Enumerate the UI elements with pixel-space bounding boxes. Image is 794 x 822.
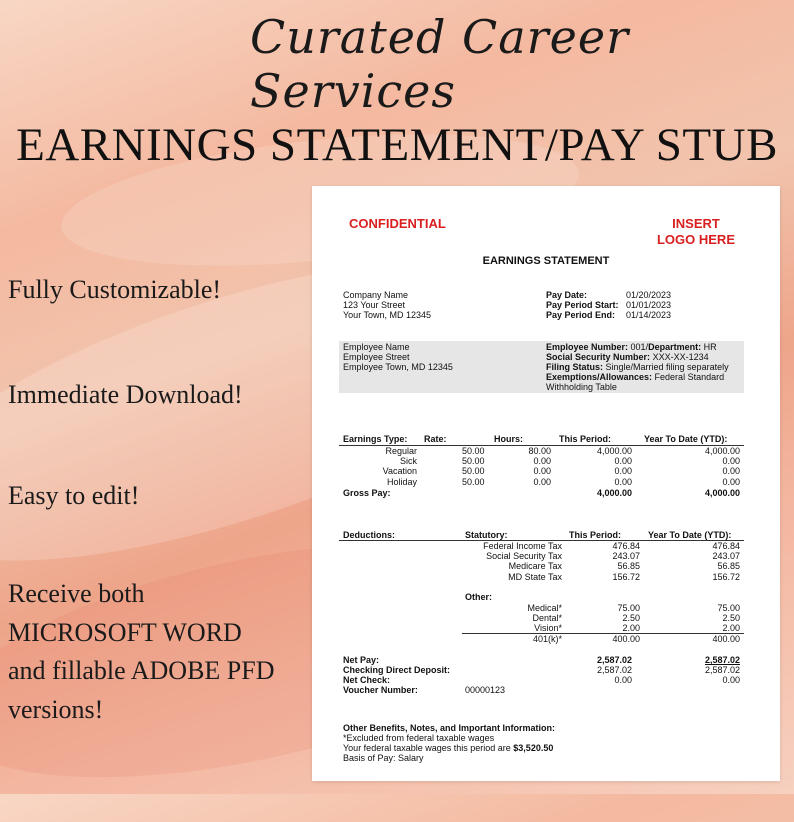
headline: EARNINGS STATEMENT/PAY STUB <box>16 119 778 171</box>
hours-cell: 0.00 <box>533 466 551 477</box>
net-pay-ytd: 2,587.02 <box>704 655 740 665</box>
feature-word: MICROSOFT WORD <box>8 618 242 647</box>
logo-placeholder-line2: LOGO HERE <box>656 232 735 247</box>
earnings-type-cell: Vacation <box>382 466 417 477</box>
pay-period-start-label: Pay Period Start: <box>546 300 619 310</box>
other-name-cell: Dental* <box>532 613 562 624</box>
logo-placeholder-line1: INSERT <box>672 216 720 231</box>
exemptions-line: Exemptions/Allowances: Federal Standard <box>546 372 725 382</box>
deductions-period-header: This Period: <box>569 530 622 540</box>
direct-deposit-label: Checking Direct Deposit: <box>343 665 451 675</box>
ytd-cell: 0.00 <box>722 466 740 477</box>
pay-period-end-value: 01/14/2023 <box>626 310 672 320</box>
rate-cell: 50.00 <box>462 476 485 487</box>
deductions-label: Deductions: <box>343 530 396 540</box>
note-basis-of-pay: Basis of Pay: Salary <box>343 753 424 763</box>
statutory-period-cell: 156.72 <box>612 571 640 582</box>
ssn-line: Social Security Number: XXX-XX-1234 <box>546 352 709 362</box>
net-check-label: Net Check: <box>343 675 391 685</box>
this-period-cell: 0.00 <box>614 456 632 467</box>
statutory-period-cell: 56.85 <box>617 561 640 572</box>
direct-deposit-ytd: 2,587.02 <box>704 665 740 675</box>
other-ytd-cell: 75.00 <box>717 603 740 613</box>
other-ytd-cell: 2.00 <box>722 623 740 634</box>
note-taxable-wages: Your federal taxable wages this period are $3,520.50 <box>343 743 554 753</box>
rate-cell: 50.00 <box>462 456 485 467</box>
earnings-type-cell: Holiday <box>386 476 417 487</box>
feature-download: Immediate Download! <box>8 380 243 409</box>
this-period-cell: 4,000.00 <box>596 446 632 456</box>
rate-cell: 50.00 <box>462 446 485 456</box>
ytd-header: Year To Date (YTD): <box>644 434 728 444</box>
statutory-ytd-cell: 476.84 <box>712 541 740 551</box>
confidential-label: CONFIDENTIAL <box>349 216 446 231</box>
ytd-cell: 0.00 <box>722 456 740 467</box>
brand-title: Curated Career Services <box>250 10 630 118</box>
other-label: Other: <box>465 592 492 602</box>
statutory-ytd-cell: 243.07 <box>712 551 740 562</box>
net-pay-period: 2,587.02 <box>596 655 632 665</box>
rate-header: Rate: <box>424 434 447 444</box>
feature-receive: Receive both <box>8 579 145 608</box>
filing-status-line: Filing Status: Single/Married filing separately <box>546 362 729 372</box>
statutory-name-cell: MD State Tax <box>508 571 562 582</box>
statutory-name-cell: Medicare Tax <box>508 561 562 572</box>
other-period-cell: 2.50 <box>622 613 640 624</box>
company-town: Your Town, MD 12345 <box>343 310 432 320</box>
hours-cell: 0.00 <box>533 456 551 467</box>
voucher-value: 00000123 <box>465 685 506 695</box>
feature-adobe: and fillable ADOBE PFD <box>8 656 275 685</box>
feature-versions: versions! <box>8 695 104 724</box>
other-name-cell: Medical* <box>527 603 562 613</box>
ytd-cell: 4,000.00 <box>704 446 740 456</box>
ytd-cell: 0.00 <box>722 476 740 487</box>
hours-cell: 0.00 <box>533 476 551 487</box>
other-name-cell: 401(k)* <box>532 633 562 644</box>
direct-deposit-period: 2,587.02 <box>596 665 632 675</box>
earnings-type-cell: Regular <box>385 446 417 456</box>
statutory-period-cell: 476.84 <box>612 541 640 551</box>
statutory-header: Statutory: <box>465 530 508 540</box>
feature-easy-edit: Easy to edit! <box>8 481 140 510</box>
gross-pay-ytd: 4,000.00 <box>704 488 740 498</box>
gross-pay-period: 4,000.00 <box>596 488 632 498</box>
voucher-label: Voucher Number: <box>343 685 418 695</box>
hours-header: Hours: <box>494 434 523 444</box>
other-rule <box>462 633 744 634</box>
earnings-type-cell: Sick <box>399 456 417 467</box>
note-excluded: *Excluded from federal taxable wages <box>343 733 495 743</box>
employee-name: Employee Name <box>343 342 410 352</box>
employee-number-line: Employee Number: 001/Department: HR <box>546 342 717 352</box>
this-period-cell: 0.00 <box>614 476 632 487</box>
pay-date-value: 01/20/2023 <box>626 290 672 300</box>
other-name-cell: Vision* <box>534 623 562 634</box>
statutory-ytd-cell: 56.85 <box>717 561 740 572</box>
rate-cell: 50.00 <box>462 466 485 477</box>
this-period-header: This Period: <box>559 434 612 444</box>
pay-date-label: Pay Date: <box>546 290 588 300</box>
statutory-period-cell: 243.07 <box>612 551 640 562</box>
other-period-cell: 75.00 <box>617 603 640 613</box>
statutory-ytd-cell: 156.72 <box>712 571 740 582</box>
earnings-type-header: Earnings Type: <box>343 434 408 444</box>
other-ytd-cell: 400.00 <box>712 633 740 644</box>
company-street: 123 Your Street <box>343 300 406 310</box>
other-period-cell: 2.00 <box>622 623 640 634</box>
statutory-name-cell: Federal Income Tax <box>483 541 562 551</box>
company-name: Company Name <box>343 290 409 300</box>
hours-cell: 80.00 <box>528 446 551 456</box>
exemptions-line2: Withholding Table <box>546 382 617 392</box>
this-period-cell: 0.00 <box>614 466 632 477</box>
pay-period-end-label: Pay Period End: <box>546 310 616 320</box>
net-pay-label: Net Pay: <box>343 655 380 665</box>
net-check-ytd: 0.00 <box>722 675 740 685</box>
statutory-name-cell: Social Security Tax <box>486 551 562 562</box>
net-check-period: 0.00 <box>614 675 632 685</box>
feature-customizable: Fully Customizable! <box>8 275 222 304</box>
pay-stub-document <box>312 186 780 781</box>
notes-title: Other Benefits, Notes, and Important Information: <box>343 723 556 733</box>
other-period-cell: 400.00 <box>612 633 640 644</box>
gross-pay-label: Gross Pay: <box>343 488 391 498</box>
other-ytd-cell: 2.50 <box>722 613 740 624</box>
statement-title: EARNINGS STATEMENT <box>482 255 610 267</box>
employee-street: Employee Street <box>343 352 410 362</box>
deductions-ytd-header: Year To Date (YTD): <box>648 530 732 540</box>
employee-town: Employee Town, MD 12345 <box>343 362 453 372</box>
pay-period-start-value: 01/01/2023 <box>626 300 672 310</box>
